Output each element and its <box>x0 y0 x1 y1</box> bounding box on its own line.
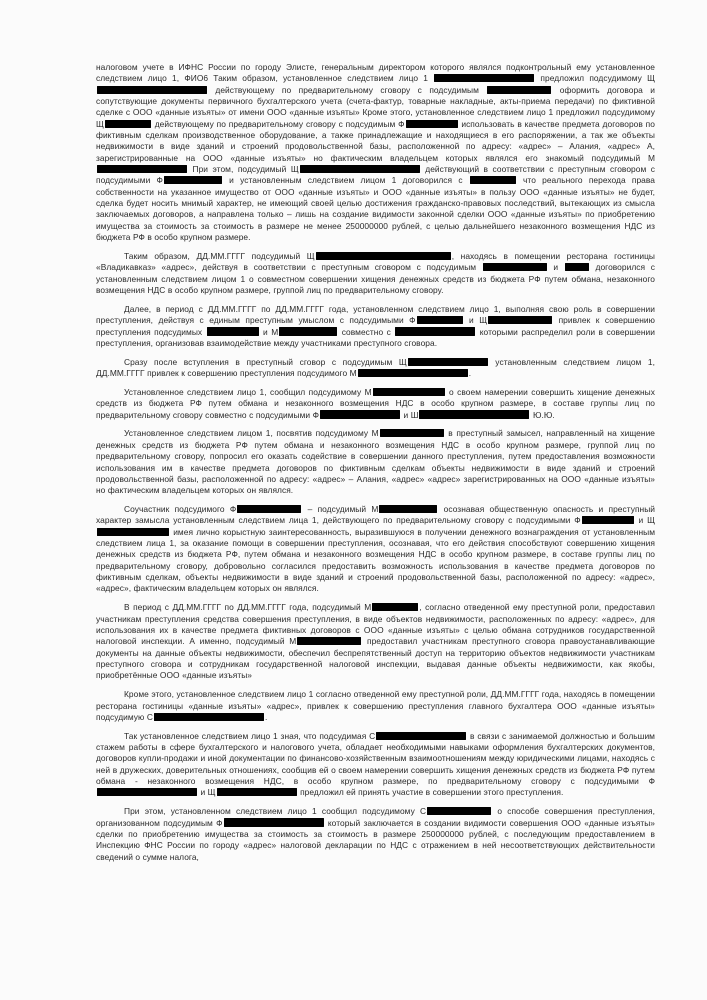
redaction-bar <box>237 505 301 513</box>
redaction-bar <box>217 788 297 796</box>
redaction-bar <box>372 603 418 611</box>
redaction-bar <box>406 120 458 128</box>
redaction-bar <box>395 327 475 335</box>
redaction-bar <box>320 410 400 418</box>
redaction-bar <box>97 86 207 94</box>
redaction-bar <box>470 176 516 184</box>
paragraph: В период с ДД.ММ.ГГГГ по ДД.ММ.ГГГГ года, подсудимый М , согласно отведенной ему преступной роли, предоставил участникам преступления средства совершения преступления, в виде объектов недвижимости, расположенных по адресу: «адрес», для использования их в качестве предмета фиктивных договоров с ООО «данные изъяты» с целью обмана сотрудников государственной налоговой инспекции. А именно, подсудимый М предоставил участникам преступного сговора правоустанавливающие документы на данные объекты недвижимости, обеспечил беспрепятственный доступ на территорию объектов недвижимости участникам преступного сговора и сотрудникам государственной налоговой инспекции, выдавая данные объекты недвижимости, как якобы, приобретённые ООО «данные изъяты» <box>96 602 655 681</box>
redaction-bar <box>207 327 259 335</box>
redaction-bar <box>105 120 151 128</box>
redaction-bar <box>97 165 187 173</box>
paragraph: При этом, установленном следствием лицо 1 сообщил подсудимому С о способе совершения преступления, организованном подсудимым Ф который заключается в создании видимости совершения ООО «данные изъяты» сделки по приобретению имущества за стоимость за стоимость в размере 250000000 рублей, с последующим предоставлением в Инспекцию ФНС России по городу «адрес» налоговой декларации по НДС с отражением в ней несоответствующих действительности сведений о сумме налога, <box>96 806 655 862</box>
redaction-bar <box>373 388 445 396</box>
redaction-bar <box>97 788 197 796</box>
paragraph: Установленное следствием лицом 1, посвятив подсудимому М в преступный замысел, направленный на хищение денежных средств из бюджета РФ путем обмана и незаконного возмещения НДС в особо крупном размере, группой лиц по предварительному сговору, попросил его оказать содействие в совершении данного преступления, путем предоставления возможности использования им в качестве предмета договоров по фиктивным сделкам объекты недвижимости в виде зданий и строений продовольственной базы, расположенной по адресу: «адрес» – Алания, «адрес» «адрес» зарегистрированных на ООО «данные изъяты» но фактическим владельцем которых он являлся. <box>96 428 656 496</box>
redaction-bar <box>154 713 264 721</box>
redaction-bar <box>582 516 634 524</box>
paragraph: Сразу после вступления в преступный сговор с подсудимым Щ установленным следствием лицом 1, ДД.ММ.ГГГГ привлек к совершению преступления подсудимого М . <box>96 356 655 379</box>
redaction-bar <box>300 165 420 173</box>
redaction-bar <box>316 252 451 260</box>
redaction-bar <box>487 86 551 94</box>
redaction-bar <box>488 316 552 324</box>
paragraph: Таким образом, ДД.ММ.ГГГГ подсудимый Щ , находясь в помещении ресторана гостиницы «Владикавказ» «адрес», действуя в соответствии с преступным сговором с подсудимым и договорился с установленным следствием лицом 1 о совместном совершении хищения денежных средств из бюджета РФ путем обмана, незаконного возмещения НДС в особо крупном размере, группой лиц по предварительному сговору. <box>96 251 655 296</box>
redaction-bar <box>419 410 529 418</box>
redaction-bar <box>358 369 468 377</box>
paragraph: Далее, в период с ДД.ММ.ГГГГ по ДД.ММ.ГГГГ года, установленном следствием лицо 1, выполняя свою роль в совершении преступления, действуя с единым преступным умыслом с подсудимыми Ф и Щ привлек к совершению преступления подсудимых и М совместно с которыми распределил роли в совершении преступления, организовав взаимодействие между участниками преступного сговора. <box>96 303 655 348</box>
paragraph: налоговом учете в ИФНС России по городу Элисте, генеральным директором которого являлся подконтрольный ему установленное следствием лицо 1, ФИО6 Таким образом, установленное следствием лицо 1 предложил подсудимому Щ действующему по предварительному сговору с подсудимым оформить договора и сопутствующие документы первичного бухгалтерского учета (счета-фактур, товарные накладные, акты-приема передачи) по фиктивной сделке с ООО «данные изъяты» от имени ООО «данные изъяты» Кроме этого, установленное следствием лицо 1 предложил подсудимому Щ действующему по предварительному сговору с подсудимым Ф использовать в качестве предмета договоров по фиктивным сделкам производственное оборудование, а также принадлежащие и находящиеся в его распоряжении, а так же объекты недвижимости в виде зданий и строений продовольственной базы, расположенной по адресу: «адрес» – Алания, «адрес» А, зарегистрированные на ООО «данные изъяты» но фактическим владельцем которых являлся его знакомый подсудимый М При этом, подсудимый Щ действующий в соответствии с преступным сговором с подсудимыми Ф и установленным следствием лицом 1 договорился с что реального перехода права собственности на указанное имущество от ООО «данные изъяты» и ООО «данные изъяты» в пользу ООО «данные изъяты» не будет, сделка будет носить мнимый характер, не имеющий своей целью достижения гражданско-правовых последствий, вытекающих из смысла заключаемых договоров, а направлена только – лишь на создание видимости законной сделки ООО «данные изъяты» по приобретению имущества за стоимость за стоимость в размере не менее 250000000 рублей, с целью дальнейшего незаконного возмещения НДС из бюджета РФ в особо крупном размере. <box>96 62 655 243</box>
redaction-bar <box>279 327 337 335</box>
redaction-bar <box>97 528 169 536</box>
redaction-bar <box>164 176 222 184</box>
redaction-bar <box>483 263 547 271</box>
redaction-bar <box>427 807 491 815</box>
redaction-bar <box>224 818 324 826</box>
redaction-bar <box>380 429 444 437</box>
paragraph: Соучастник подсудимого Ф – подсудимый М осознавая общественную опасность и преступный характер замысла установленным следствием лица 1, действующего по предварительному сговору с подсудимыми Ф и Щ имея лично корыстную заинтересованность, выразившуюся в получении денежного вознаграждения от установленным следствием лица 1, за оказание помощи в совершении преступления, осознавая, что его действия способствуют совершению хищения денежных средств из бюджета РФ, путем обмана и незаконного возмещения НДС в особо крупном размере, в составе группы лиц по предварительному сговору, добровольно согласился предоставить возможность использования в качестве предмета договоров по фиктивным сделкам, объекты недвижимости в виде зданий и строений продовольственной базы, расположенной по адресу: «адрес», «адрес», фактическим владельцем которых он являлся. <box>96 504 656 594</box>
redaction-bar <box>297 637 361 645</box>
paragraph: Кроме этого, установленное следствием лицо 1 согласно отведенной ему преступной роли, ДД.ММ.ГГГГ года, находясь в помещении ресторана гостиницы «данные изъяты» «адрес», привлек к совершению преступления главного бухгалтера ООО «данные изъяты» подсудимую С . <box>96 689 655 722</box>
redaction-bar <box>565 263 589 271</box>
document-body <box>96 62 655 863</box>
paragraph: Так установленное следствием лицо 1 зная, что подсудимая С в связи с занимаемой должностью и большим стажем работы в сфере бухгалтерского и налогового учета, обладает необходимыми навыками оформления бухгалтерских документов, договоров купли-продажи и иной документации по финансово-хозяйственным взаимоотношениям между юридическими лицами, находясь с ней в дружеских, доверительных отношениях, сообщив ей о своем намерении совершить хищения денежных средств из бюджета РФ путем обмана - незаконного возмещения НДС, в особо крупном размере, по предварительному сговору с подсудимыми Ф и Щ предложил ей принять участие в совершении этого преступления. <box>96 730 655 798</box>
redaction-bar <box>376 732 466 740</box>
redaction-bar <box>408 358 488 366</box>
redaction-bar <box>434 74 534 82</box>
redaction-bar <box>379 505 437 513</box>
redaction-bar <box>417 316 463 324</box>
paragraph: Установленное следствием лицо 1, сообщил подсудимому М о своем намерении совершить хищение денежных средств из бюджета РФ путем обмана и незаконного возмещения НДС в особо крупном размере, в составе группы лиц по предварительному сговору совместно с подсудимыми Ф и Ш Ю.Ю. <box>96 386 655 420</box>
